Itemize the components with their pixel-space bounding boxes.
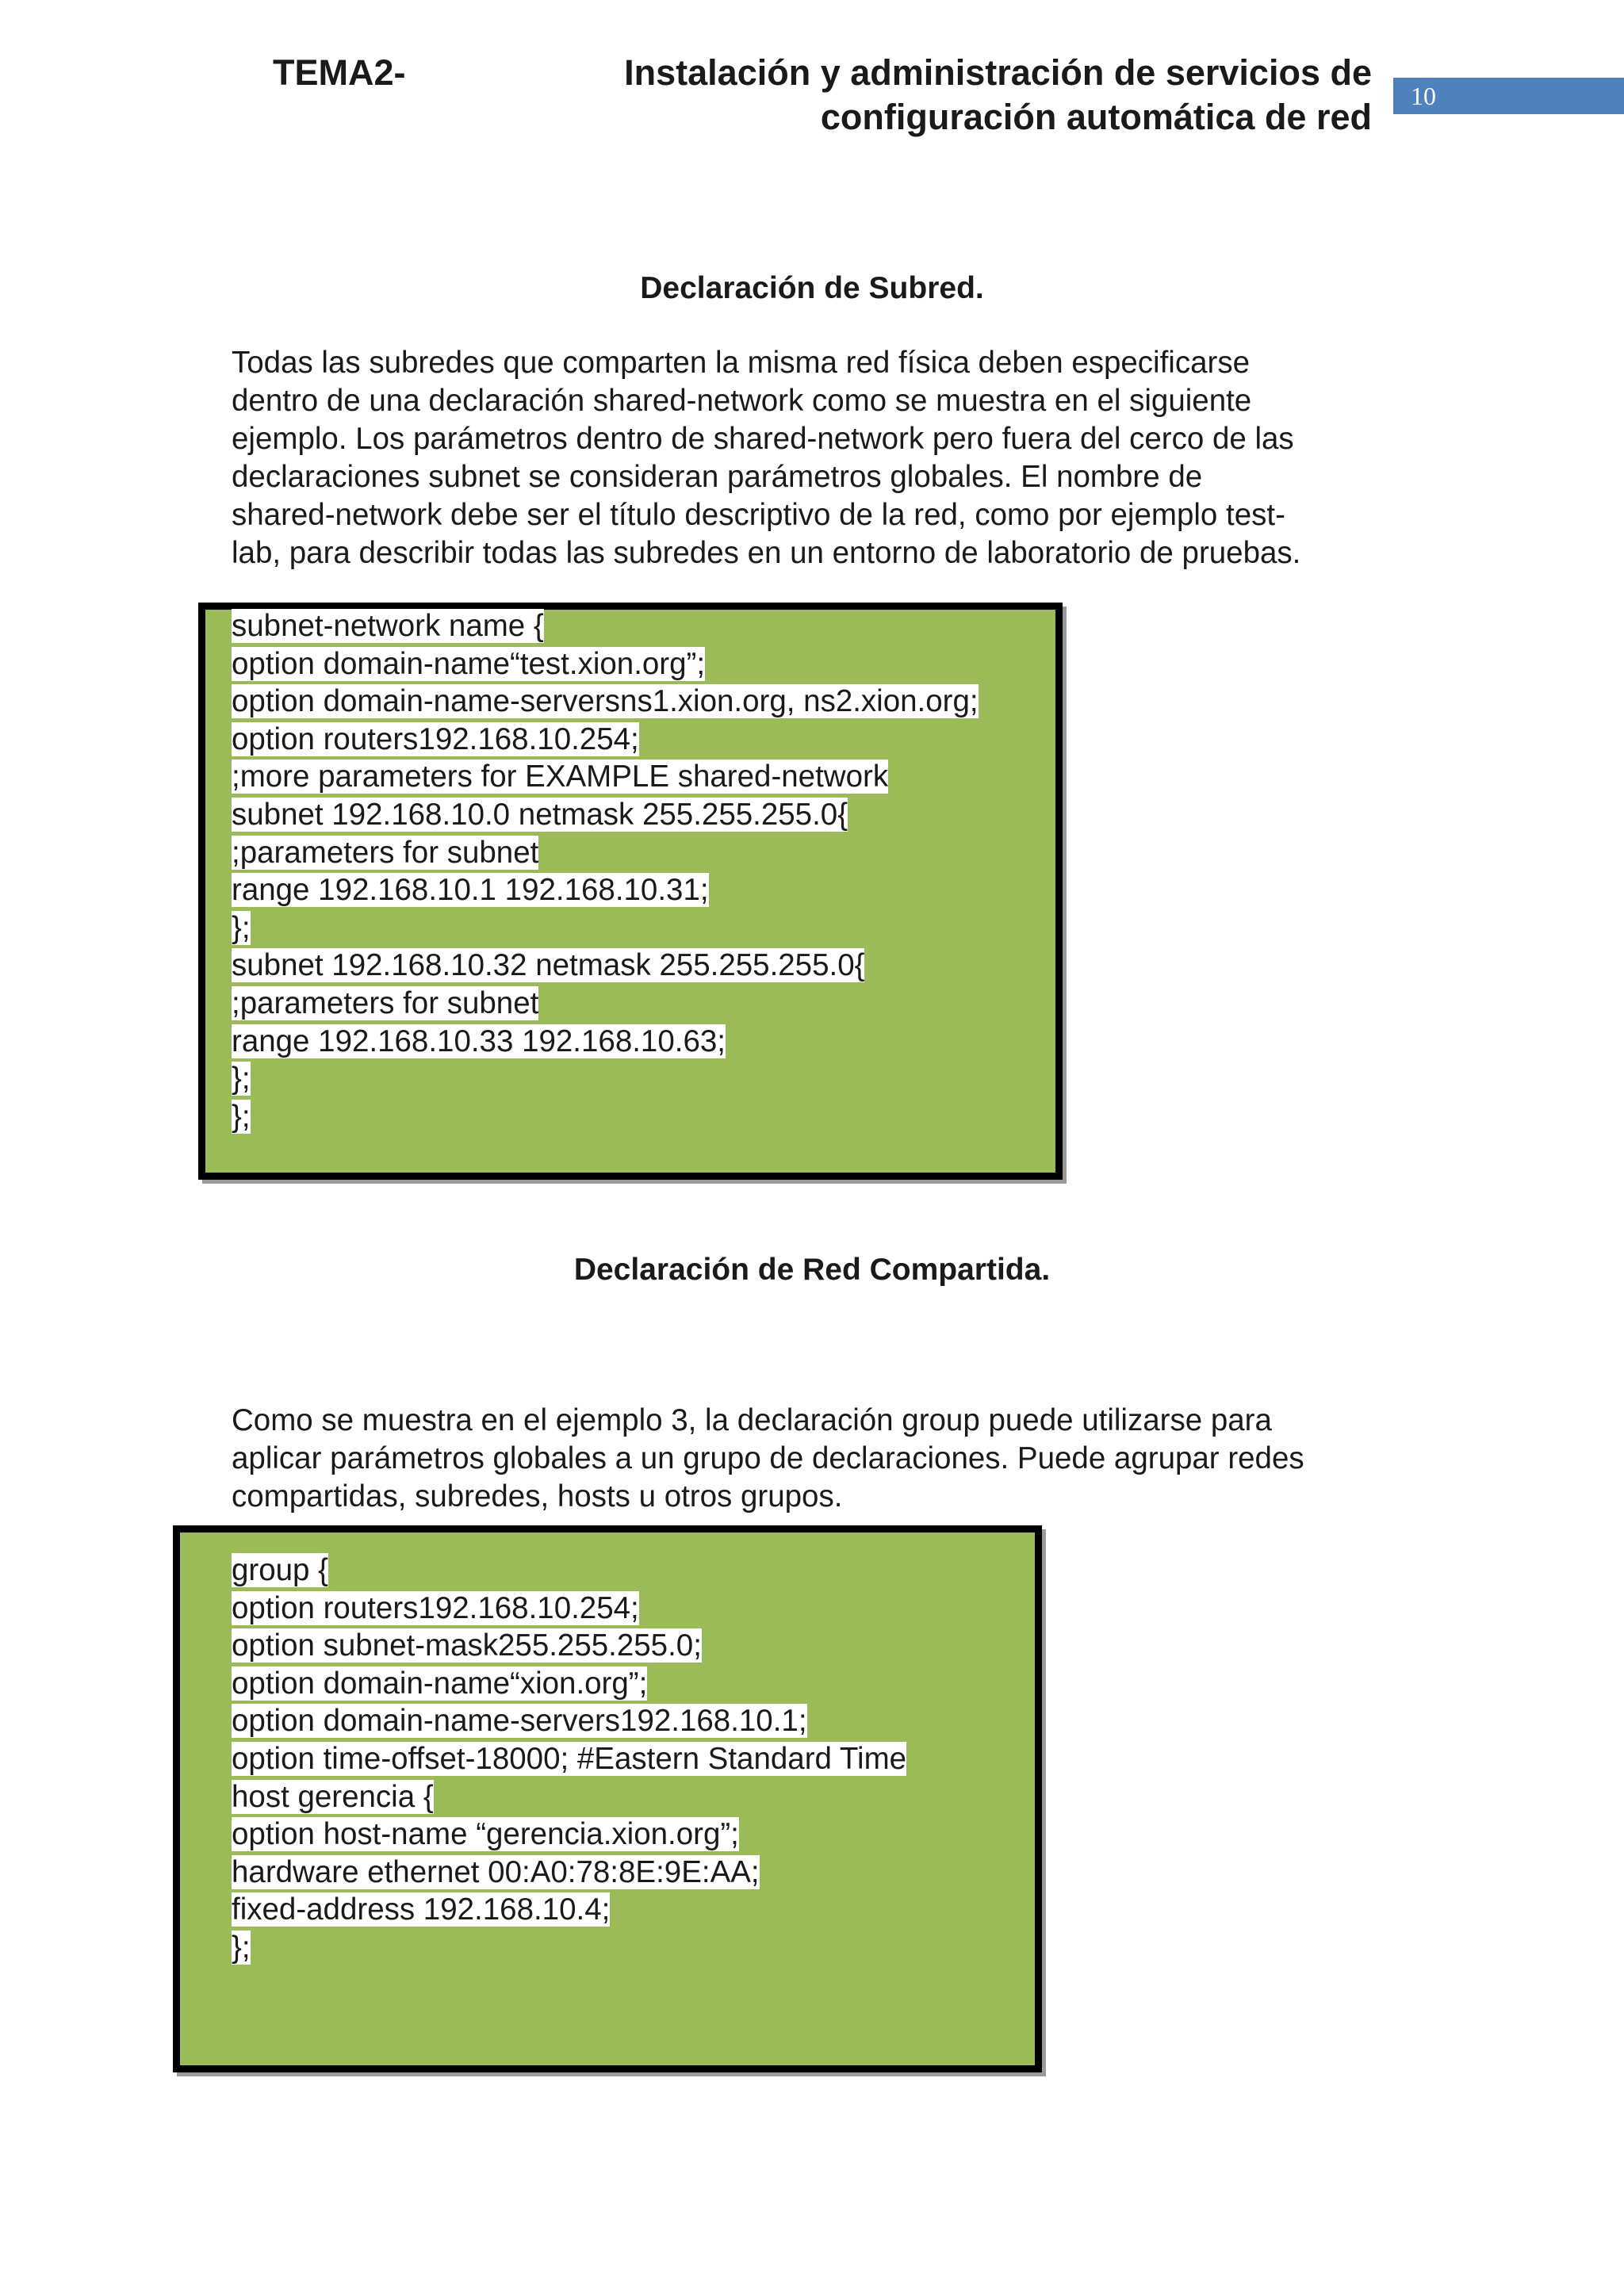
- paragraph-line: compartidas, subredes, hosts u otros grupos.: [232, 1479, 843, 1513]
- code-block-subnet: [232, 607, 979, 1135]
- code-line: option host-name “gerencia.xion.org”;: [232, 1817, 739, 1852]
- paragraph-line: lab, para describir todas las subredes en un entorno de laboratorio de pruebas.: [232, 536, 1301, 570]
- code-line: ;parameters for subnet: [232, 835, 539, 870]
- paragraph-line: aplicar parámetros globales a un grupo de declaraciones. Puede agrupar redes: [232, 1441, 1304, 1475]
- page-number: 10: [1411, 82, 1436, 110]
- paragraph-line: Como se muestra en el ejemplo 3, la declaración group puede utilizarse para: [232, 1403, 1272, 1437]
- code-line: hardware ethernet 00:A0:78:8E:9E:AA;: [232, 1854, 760, 1889]
- code-line: ;parameters for subnet: [232, 985, 539, 1020]
- section-heading-shared-network: Declaración de Red Compartida.: [573, 1253, 1051, 1287]
- code-line: range 192.168.10.1 192.168.10.31;: [232, 873, 709, 908]
- code-line: option domain-name“xion.org”;: [232, 1666, 648, 1701]
- code-line: };: [232, 1099, 251, 1134]
- code-line: range 192.168.10.33 192.168.10.63;: [232, 1024, 726, 1058]
- chapter-title-line: Instalación y administración de servicios de: [624, 52, 1372, 93]
- paragraph-group: [232, 1402, 1405, 1516]
- code-line: subnet 192.168.10.0 netmask 255.255.255.0{: [232, 797, 848, 832]
- code-line: ;more parameters for EXAMPLE shared-network: [232, 760, 889, 794]
- paragraph-line: declaraciones subnet se consideran parámetros globales. El nombre de: [232, 460, 1203, 494]
- paragraph-line: shared-network debe ser el título descriptivo de la red, como por ejemplo test-: [232, 498, 1285, 532]
- paragraph-line: dentro de una declaración shared-network como se muestra en el siguiente: [232, 384, 1252, 418]
- code-line: fixed-address 192.168.10.4;: [232, 1892, 611, 1927]
- code-line: option routers192.168.10.254;: [232, 721, 639, 756]
- code-line: option domain-name-serversns1.xion.org, ns2.xion.org;: [232, 684, 979, 719]
- code-line: };: [232, 1930, 251, 1965]
- section-heading-subnet: Declaración de Subred.: [640, 271, 984, 305]
- chapter-title-line: configuración automática de red: [820, 97, 1372, 137]
- code-line: group {: [232, 1553, 329, 1587]
- code-block-group: [232, 1552, 906, 1967]
- code-line: };: [232, 910, 251, 945]
- code-line: option time-offset-18000; #Eastern Standard Time: [232, 1741, 907, 1776]
- code-line: };: [232, 1062, 251, 1096]
- code-line: option domain-name-servers192.168.10.1;: [232, 1704, 807, 1739]
- chapter-title: [476, 51, 1372, 140]
- code-line: subnet 192.168.10.32 netmask 255.255.255.0{: [232, 948, 865, 983]
- paragraph-subnet: [232, 344, 1405, 572]
- page-number-tab: [1393, 78, 1624, 114]
- code-line: option domain-name“test.xion.org”;: [232, 646, 706, 681]
- chapter-label: TEMA2-: [273, 52, 406, 93]
- code-line: option subnet-mask255.255.255.0;: [232, 1628, 702, 1663]
- paragraph-line: ejemplo. Los parámetros dentro de shared-network pero fuera del cerco de las: [232, 422, 1294, 456]
- code-line: option routers192.168.10.254;: [232, 1590, 639, 1625]
- code-line: subnet-network name {: [232, 609, 544, 643]
- paragraph-line: Todas las subredes que comparten la misma red física deben especificarse: [232, 346, 1250, 380]
- code-line: host gerencia {: [232, 1779, 434, 1814]
